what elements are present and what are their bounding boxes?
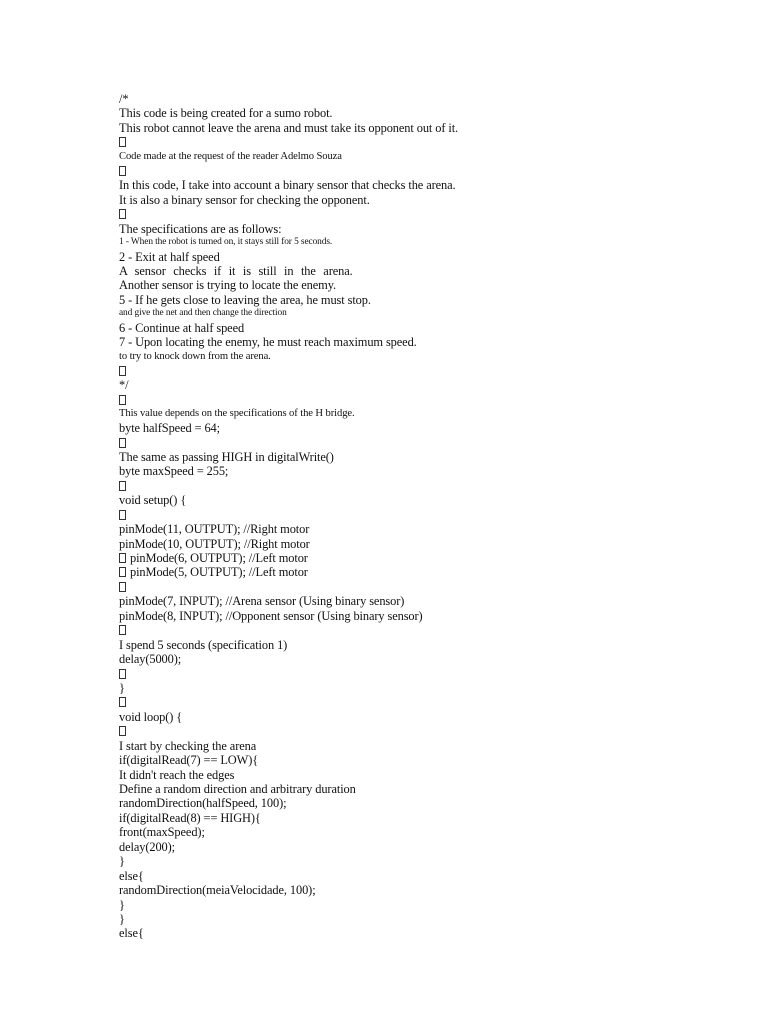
missing-glyph-icon xyxy=(119,395,126,405)
document-line xyxy=(119,407,719,421)
line-text: pinMode(8, INPUT); //Opponent sensor (Using binary sensor) xyxy=(119,608,423,623)
document-line xyxy=(119,768,719,782)
document-line xyxy=(119,278,719,292)
document-line xyxy=(119,537,719,551)
document-line xyxy=(119,854,719,868)
document-line xyxy=(119,667,719,681)
missing-glyph-icon xyxy=(119,726,126,736)
missing-glyph-icon xyxy=(119,166,126,176)
document-line xyxy=(119,106,719,120)
line-text: void loop() { xyxy=(119,709,183,724)
line-text: This robot cannot leave the arena and must take its opponent out of it. xyxy=(119,120,459,135)
line-text: void setup() { xyxy=(119,493,187,508)
document-page xyxy=(119,92,719,941)
line-text: else{ xyxy=(119,868,144,883)
document-line xyxy=(119,724,719,738)
line-text: } xyxy=(119,680,125,695)
line-text: } xyxy=(119,854,125,869)
document-line xyxy=(119,796,719,810)
document-line xyxy=(119,479,719,493)
missing-glyph-icon xyxy=(119,567,126,577)
line-text: I spend 5 seconds (specification 1) xyxy=(119,637,288,652)
document-line xyxy=(119,321,719,335)
document-line xyxy=(119,293,719,307)
document-line xyxy=(119,840,719,854)
document-line xyxy=(119,710,719,724)
document-line xyxy=(119,307,719,321)
line-text: pinMode(5, OUTPUT); //Left motor xyxy=(127,565,308,580)
missing-glyph-icon xyxy=(119,510,126,520)
document-line xyxy=(119,811,719,825)
document-line xyxy=(119,883,719,897)
document-line xyxy=(119,121,719,135)
document-line xyxy=(119,92,719,106)
missing-glyph-icon xyxy=(119,366,126,376)
document-line xyxy=(119,378,719,392)
line-text: Define a random direction and arbitrary duration xyxy=(119,782,356,796)
document-line xyxy=(119,551,719,565)
document-line xyxy=(119,364,719,378)
document-line xyxy=(119,508,719,522)
line-text: randomDirection(halfSpeed, 100); xyxy=(119,796,287,811)
missing-glyph-icon xyxy=(119,553,126,563)
document-line xyxy=(119,912,719,926)
line-text: delay(5000); xyxy=(119,652,182,667)
document-line xyxy=(119,695,719,709)
document-line xyxy=(119,681,719,695)
line-text: pinMode(6, OUTPUT); //Left motor xyxy=(127,551,308,565)
document-line xyxy=(119,739,719,753)
document-line xyxy=(119,350,719,364)
document-line xyxy=(119,222,719,236)
line-text: It is also a binary sensor for checking the opponent. xyxy=(119,192,370,207)
document-line xyxy=(119,493,719,507)
document-line xyxy=(119,580,719,594)
document-line xyxy=(119,335,719,349)
line-text: pinMode(10, OUTPUT); //Right motor xyxy=(119,536,310,551)
document-line xyxy=(119,565,719,579)
document-line xyxy=(119,393,719,407)
line-text: Another sensor is trying to locate the enemy. xyxy=(119,278,336,293)
document-line xyxy=(119,236,719,250)
document-line xyxy=(119,926,719,940)
missing-glyph-icon xyxy=(119,669,126,679)
document-line xyxy=(119,450,719,464)
missing-glyph-icon xyxy=(119,209,126,219)
missing-glyph-icon xyxy=(119,438,126,448)
document-line xyxy=(119,464,719,478)
document-line xyxy=(119,753,719,767)
line-text: } xyxy=(119,911,125,926)
line-text: byte maxSpeed = 255; xyxy=(119,464,229,479)
line-text: } xyxy=(119,897,125,912)
line-text: The specifications are as follows: xyxy=(119,221,282,236)
document-line xyxy=(119,421,719,435)
document-line xyxy=(119,898,719,912)
line-text: else{ xyxy=(119,926,144,941)
line-text: In this code, I take into account a binary sensor that checks the arena. xyxy=(119,178,456,193)
line-text: This code is being created for a sumo robot. xyxy=(119,106,333,121)
document-line xyxy=(119,150,719,164)
line-text: 6 - Continue at half speed xyxy=(119,320,245,335)
line-text: front(maxSpeed); xyxy=(119,825,205,840)
document-line xyxy=(119,782,719,796)
line-text: randomDirection(meiaVelocidade, 100); xyxy=(119,883,316,898)
document-line xyxy=(119,869,719,883)
document-line xyxy=(119,609,719,623)
line-text: It didn't reach the edges xyxy=(119,767,235,782)
document-line xyxy=(119,594,719,608)
document-line xyxy=(119,652,719,666)
document-line xyxy=(119,178,719,192)
line-text: 2 - Exit at half speed xyxy=(119,249,220,264)
line-text: if(digitalRead(8) == HIGH){ xyxy=(119,810,261,825)
line-text: 7 - Upon locating the enemy, he must reach maximum speed. xyxy=(119,335,417,350)
document-line xyxy=(119,436,719,450)
line-text: This value depends on the specifications of the H bridge. xyxy=(119,408,355,420)
line-text: /* xyxy=(119,92,129,106)
document-line xyxy=(119,522,719,536)
line-text: A sensor checks if it is still in the arena. xyxy=(119,263,353,278)
line-text: byte halfSpeed = 64; xyxy=(119,421,220,436)
document-line xyxy=(119,164,719,178)
document-line xyxy=(119,250,719,264)
missing-glyph-icon xyxy=(119,582,126,592)
line-text: pinMode(7, INPUT); //Arena sensor (Using binary sensor) xyxy=(119,594,405,609)
missing-glyph-icon xyxy=(119,481,126,491)
line-text: */ xyxy=(119,378,129,393)
missing-glyph-icon xyxy=(119,137,126,147)
line-text: The same as passing HIGH in digitalWrite() xyxy=(119,449,334,464)
line-text: 1 - When the robot is turned on, it stays still for 5 seconds. xyxy=(119,236,333,247)
line-text: delay(200); xyxy=(119,839,176,854)
line-text: if(digitalRead(7) == LOW){ xyxy=(119,753,259,768)
document-line xyxy=(119,638,719,652)
document-line xyxy=(119,825,719,839)
line-text: to try to knock down from the arena. xyxy=(119,350,271,362)
line-text: 5 - If he gets close to leaving the area, he must stop. xyxy=(119,292,371,307)
line-text: pinMode(11, OUTPUT); //Right motor xyxy=(119,522,310,537)
document-line xyxy=(119,193,719,207)
document-line xyxy=(119,623,719,637)
missing-glyph-icon xyxy=(119,625,126,635)
line-text: Code made at the request of the reader Adelmo Souza xyxy=(119,150,342,162)
missing-glyph-icon xyxy=(119,697,126,707)
document-line xyxy=(119,264,719,278)
document-line xyxy=(119,135,719,149)
line-text: I start by checking the arena xyxy=(119,738,257,753)
document-line xyxy=(119,207,719,221)
line-text: and give the net and then change the direction xyxy=(119,308,287,319)
